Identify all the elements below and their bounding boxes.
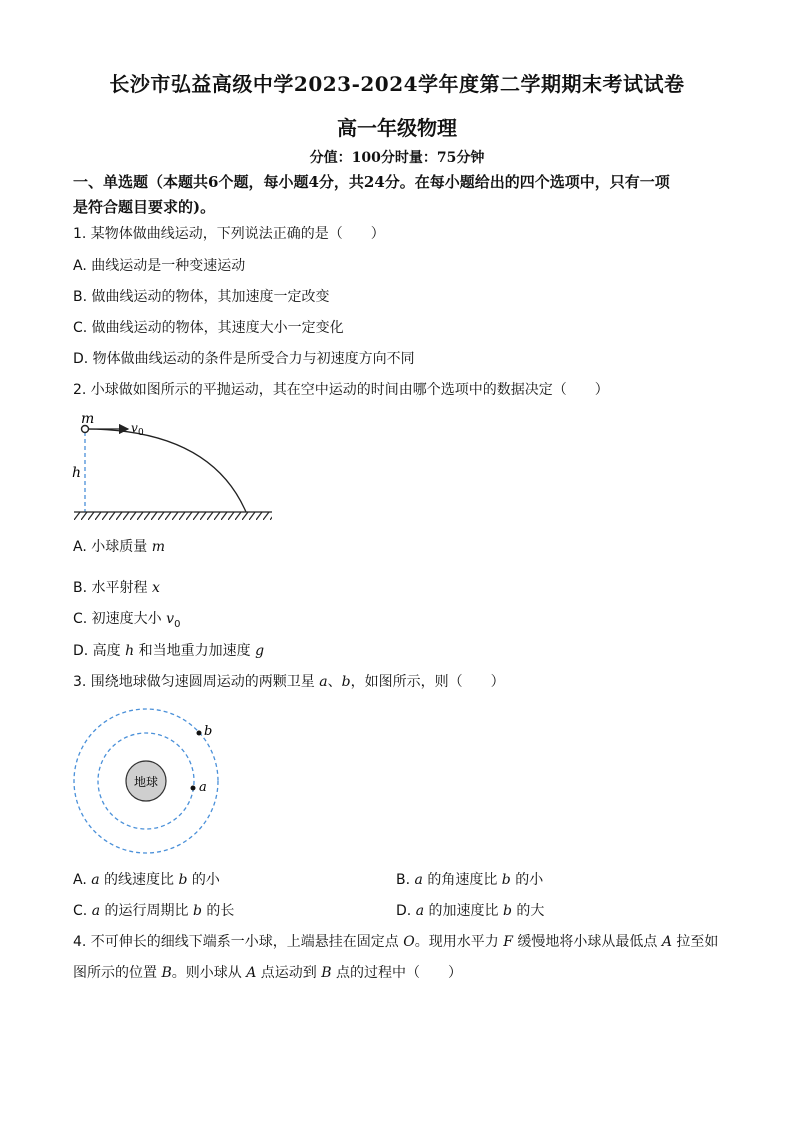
q3-option-a: A. a 的线速度比 b 的小 bbox=[73, 872, 220, 888]
q3-stem: 3. 围绕地球做匀速圆周运动的两颗卫星 a、b，如图所示，则（ ） bbox=[73, 674, 505, 690]
satellite-a-label: a bbox=[199, 780, 207, 795]
height-label: h bbox=[72, 465, 82, 481]
section-heading-line1: 一、单选题（本题共6个题，每小题4分，共24分。在每小题给出的四个选项中，只有一项 bbox=[73, 173, 670, 191]
q1-stem: 1. 某物体做曲线运动，下列说法正确的是（ ） bbox=[73, 226, 385, 242]
earth-label: 地球 bbox=[133, 775, 159, 789]
q1-option-c: C. 做曲线运动的物体，其速度大小一定变化 bbox=[73, 320, 344, 336]
q1-option-a: A. 曲线运动是一种变速运动 bbox=[73, 258, 246, 274]
q4-stem-line1: 4. 不可伸长的细线下端系一小球，上端悬挂在固定点 O。现用水平力 F 缓慢地将小球从最低点 A 拉至如 bbox=[73, 934, 719, 950]
section-heading-line2: 是符合题目要求的)。 bbox=[73, 198, 216, 216]
satellite-b-label: b bbox=[204, 724, 213, 739]
q3-option-c: C. a 的运行周期比 b 的长 bbox=[73, 903, 235, 919]
velocity-subscript: 0 bbox=[138, 428, 144, 438]
q4-stem-line2: 图所示的位置 B。则小球从 A 点运动到 B 点的过程中（ ） bbox=[73, 965, 462, 981]
q1-option-d: D. 物体做曲线运动的条件是所受合力与初速度方向不同 bbox=[73, 351, 415, 367]
mass-label: m bbox=[81, 411, 95, 427]
velocity-label: v bbox=[131, 421, 138, 435]
q1-option-b: B. 做曲线运动的物体，其加速度一定改变 bbox=[73, 289, 330, 305]
orbit-figure bbox=[65, 703, 225, 863]
exam-meta: 分值：100分时量：75分钟 bbox=[309, 150, 485, 166]
q3-option-d: D. a 的加速度比 b 的大 bbox=[396, 903, 545, 919]
section-heading bbox=[73, 170, 728, 220]
satellite-a bbox=[191, 786, 196, 791]
satellite-b bbox=[197, 731, 202, 736]
projectile-figure bbox=[60, 408, 290, 526]
trajectory-curve bbox=[85, 429, 246, 512]
q2-stem: 2. 小球做如图所示的平抛运动，其在空中运动的时间由哪个选项中的数据决定（ ） bbox=[73, 382, 609, 398]
q3-option-b: B. a 的角速度比 b 的小 bbox=[396, 872, 544, 888]
exam-subtitle: 高一年级物理 bbox=[337, 116, 457, 140]
q2-option-a: A. 小球质量 m bbox=[73, 539, 165, 555]
exam-title: 长沙市弘益高级中学2023-2024学年度第二学期期末考试试卷 bbox=[109, 72, 685, 96]
q2-option-c: C. 初速度大小 $v_0$ bbox=[73, 611, 181, 630]
q2-option-b: B. 水平射程 x bbox=[73, 580, 160, 596]
q2-option-d: D. 高度 h 和当地重力加速度 g bbox=[73, 643, 265, 659]
ground-hatch bbox=[74, 512, 272, 520]
